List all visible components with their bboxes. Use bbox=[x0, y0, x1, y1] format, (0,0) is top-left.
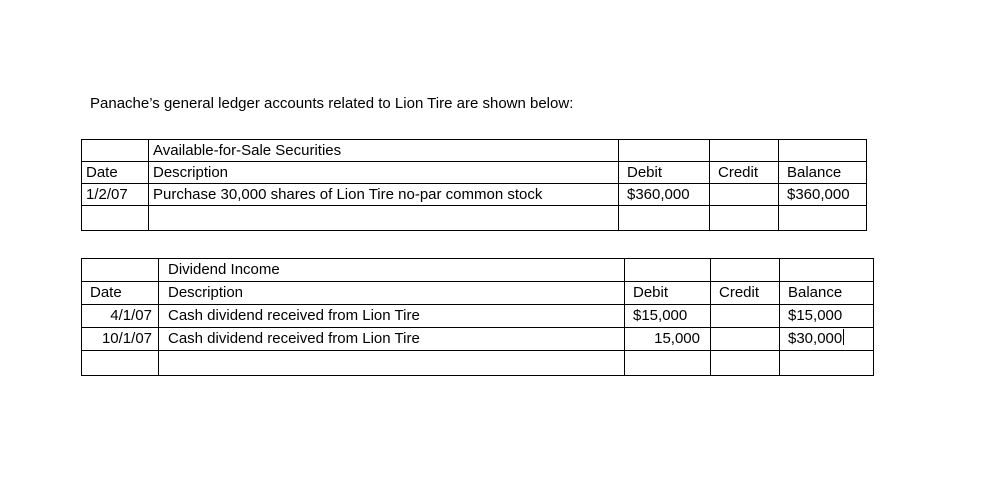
header-debit: Debit bbox=[625, 282, 711, 305]
intro-text: Panache’s general ledger accounts related to Lion Tire are shown below: bbox=[90, 95, 574, 112]
row-description: Cash dividend received from Lion Tire bbox=[159, 328, 625, 351]
table-row bbox=[82, 305, 874, 328]
row-description: Cash dividend received from Lion Tire bbox=[159, 305, 625, 328]
header-debit: Debit bbox=[619, 162, 710, 184]
ledger-account-title: Available-for-Sale Securities bbox=[149, 140, 619, 162]
empty-row bbox=[82, 206, 867, 231]
table-row bbox=[82, 184, 867, 206]
ledger-title-balance-cell bbox=[780, 259, 874, 282]
ledger-dividend-income bbox=[81, 258, 874, 376]
header-date: Date bbox=[82, 162, 149, 184]
row-debit: $15,000 bbox=[625, 305, 711, 328]
ledger-header-row bbox=[82, 282, 874, 305]
ledger-title-date-cell bbox=[82, 140, 149, 162]
ledger-title-date-cell bbox=[82, 259, 159, 282]
empty-cell bbox=[149, 206, 619, 231]
ledger-title-row bbox=[82, 259, 874, 282]
ledger-title-balance-cell bbox=[779, 140, 867, 162]
ledger-title-debit-cell bbox=[619, 140, 710, 162]
row-debit: $360,000 bbox=[619, 184, 710, 206]
empty-cell bbox=[780, 351, 874, 376]
row-credit bbox=[711, 305, 780, 328]
row-balance-editing[interactable] bbox=[780, 328, 874, 351]
header-date: Date bbox=[82, 282, 159, 305]
ledger-title-debit-cell bbox=[625, 259, 711, 282]
row-credit bbox=[710, 184, 779, 206]
row-debit: 15,000 bbox=[625, 328, 711, 351]
row-description: Purchase 30,000 shares of Lion Tire no-par common stock bbox=[149, 184, 619, 206]
empty-cell bbox=[82, 206, 149, 231]
empty-cell bbox=[710, 206, 779, 231]
empty-cell bbox=[619, 206, 710, 231]
row-credit bbox=[711, 328, 780, 351]
empty-cell bbox=[779, 206, 867, 231]
header-credit: Credit bbox=[710, 162, 779, 184]
row-balance: $360,000 bbox=[779, 184, 867, 206]
row-date: 4/1/07 bbox=[82, 305, 159, 328]
header-description: Description bbox=[159, 282, 625, 305]
ledger-account-title: Dividend Income bbox=[159, 259, 625, 282]
text-cursor bbox=[843, 329, 844, 345]
ledger-title-credit-cell bbox=[710, 140, 779, 162]
row-date: 1/2/07 bbox=[82, 184, 149, 206]
header-balance: Balance bbox=[779, 162, 867, 184]
empty-cell bbox=[625, 351, 711, 376]
empty-cell bbox=[711, 351, 780, 376]
ledger-header-row bbox=[82, 162, 867, 184]
table-row bbox=[82, 328, 874, 351]
header-description: Description bbox=[149, 162, 619, 184]
row-balance: $15,000 bbox=[780, 305, 874, 328]
ledger-available-for-sale-securities bbox=[81, 139, 867, 231]
ledger-title-credit-cell bbox=[711, 259, 780, 282]
empty-row bbox=[82, 351, 874, 376]
row-date: 10/1/07 bbox=[82, 328, 159, 351]
empty-cell bbox=[82, 351, 159, 376]
empty-cell bbox=[159, 351, 625, 376]
header-credit: Credit bbox=[711, 282, 780, 305]
ledger-title-row bbox=[82, 140, 867, 162]
header-balance: Balance bbox=[780, 282, 874, 305]
row-balance[interactable]: $30,000 bbox=[788, 330, 843, 347]
